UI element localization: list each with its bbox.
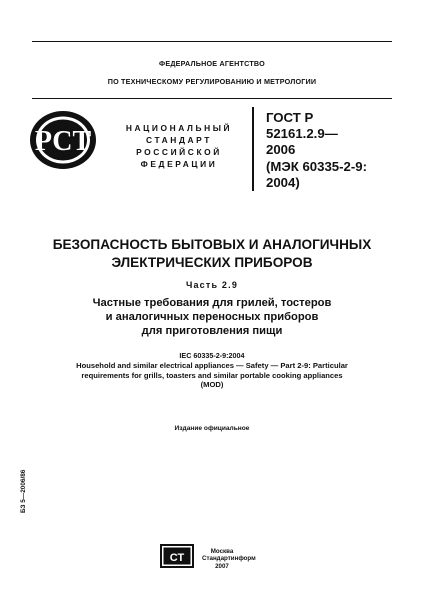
standard-designation: ГОСТ Р 52161.2.9— 2006 (МЭК 60335-2-9: 2004) (266, 110, 367, 190)
header-rule (32, 98, 392, 99)
subtitle: Частные требования для грилей, тостеров и аналогичных переносных приборов для приготовления пищи (92, 297, 332, 337)
designation-divider (252, 107, 254, 191)
part-number: Часть 2.9 (185, 280, 239, 290)
national-standard-label: НАЦИОНАЛЬНЫЙ СТАНДАРТ РОССИЙСКОЙ ФЕДЕРАЦИИ (125, 123, 233, 169)
svg-text:СТ: СТ (169, 552, 185, 564)
main-title: БЕЗОПАСНОСТЬ БЫТОВЫХ И АНАЛОГИЧНЫХ ЭЛЕКТРИЧЕСКИХ ПРИБОРОВ (52, 237, 372, 270)
publisher-info: Москва Стандартинформ 2007 (202, 548, 256, 570)
iec-reference: IEC 60335-2-9:2004 (179, 351, 245, 360)
english-title: Household and similar electrical appliances — Safety — Part 2-9: Particular requirements for grills, toasters and similar portable cooking appliances (MOD) (76, 361, 348, 390)
svg-text:РСТ: РСТ (34, 126, 92, 157)
agency-name-line2: ПО ТЕХНИЧЕСКОМУ РЕГУЛИРОВАНИЮ И МЕТРОЛОГИИ (107, 77, 317, 86)
agency-name-line1: ФЕДЕРАЛЬНОЕ АГЕНТСТВО (159, 59, 265, 68)
top-rule (32, 41, 392, 42)
standartinform-logo-icon (160, 544, 194, 568)
side-code: БЗ 5—2006/86 (20, 469, 27, 513)
rst-logo-icon (28, 109, 98, 171)
edition-label: Издание официальное (174, 425, 250, 432)
